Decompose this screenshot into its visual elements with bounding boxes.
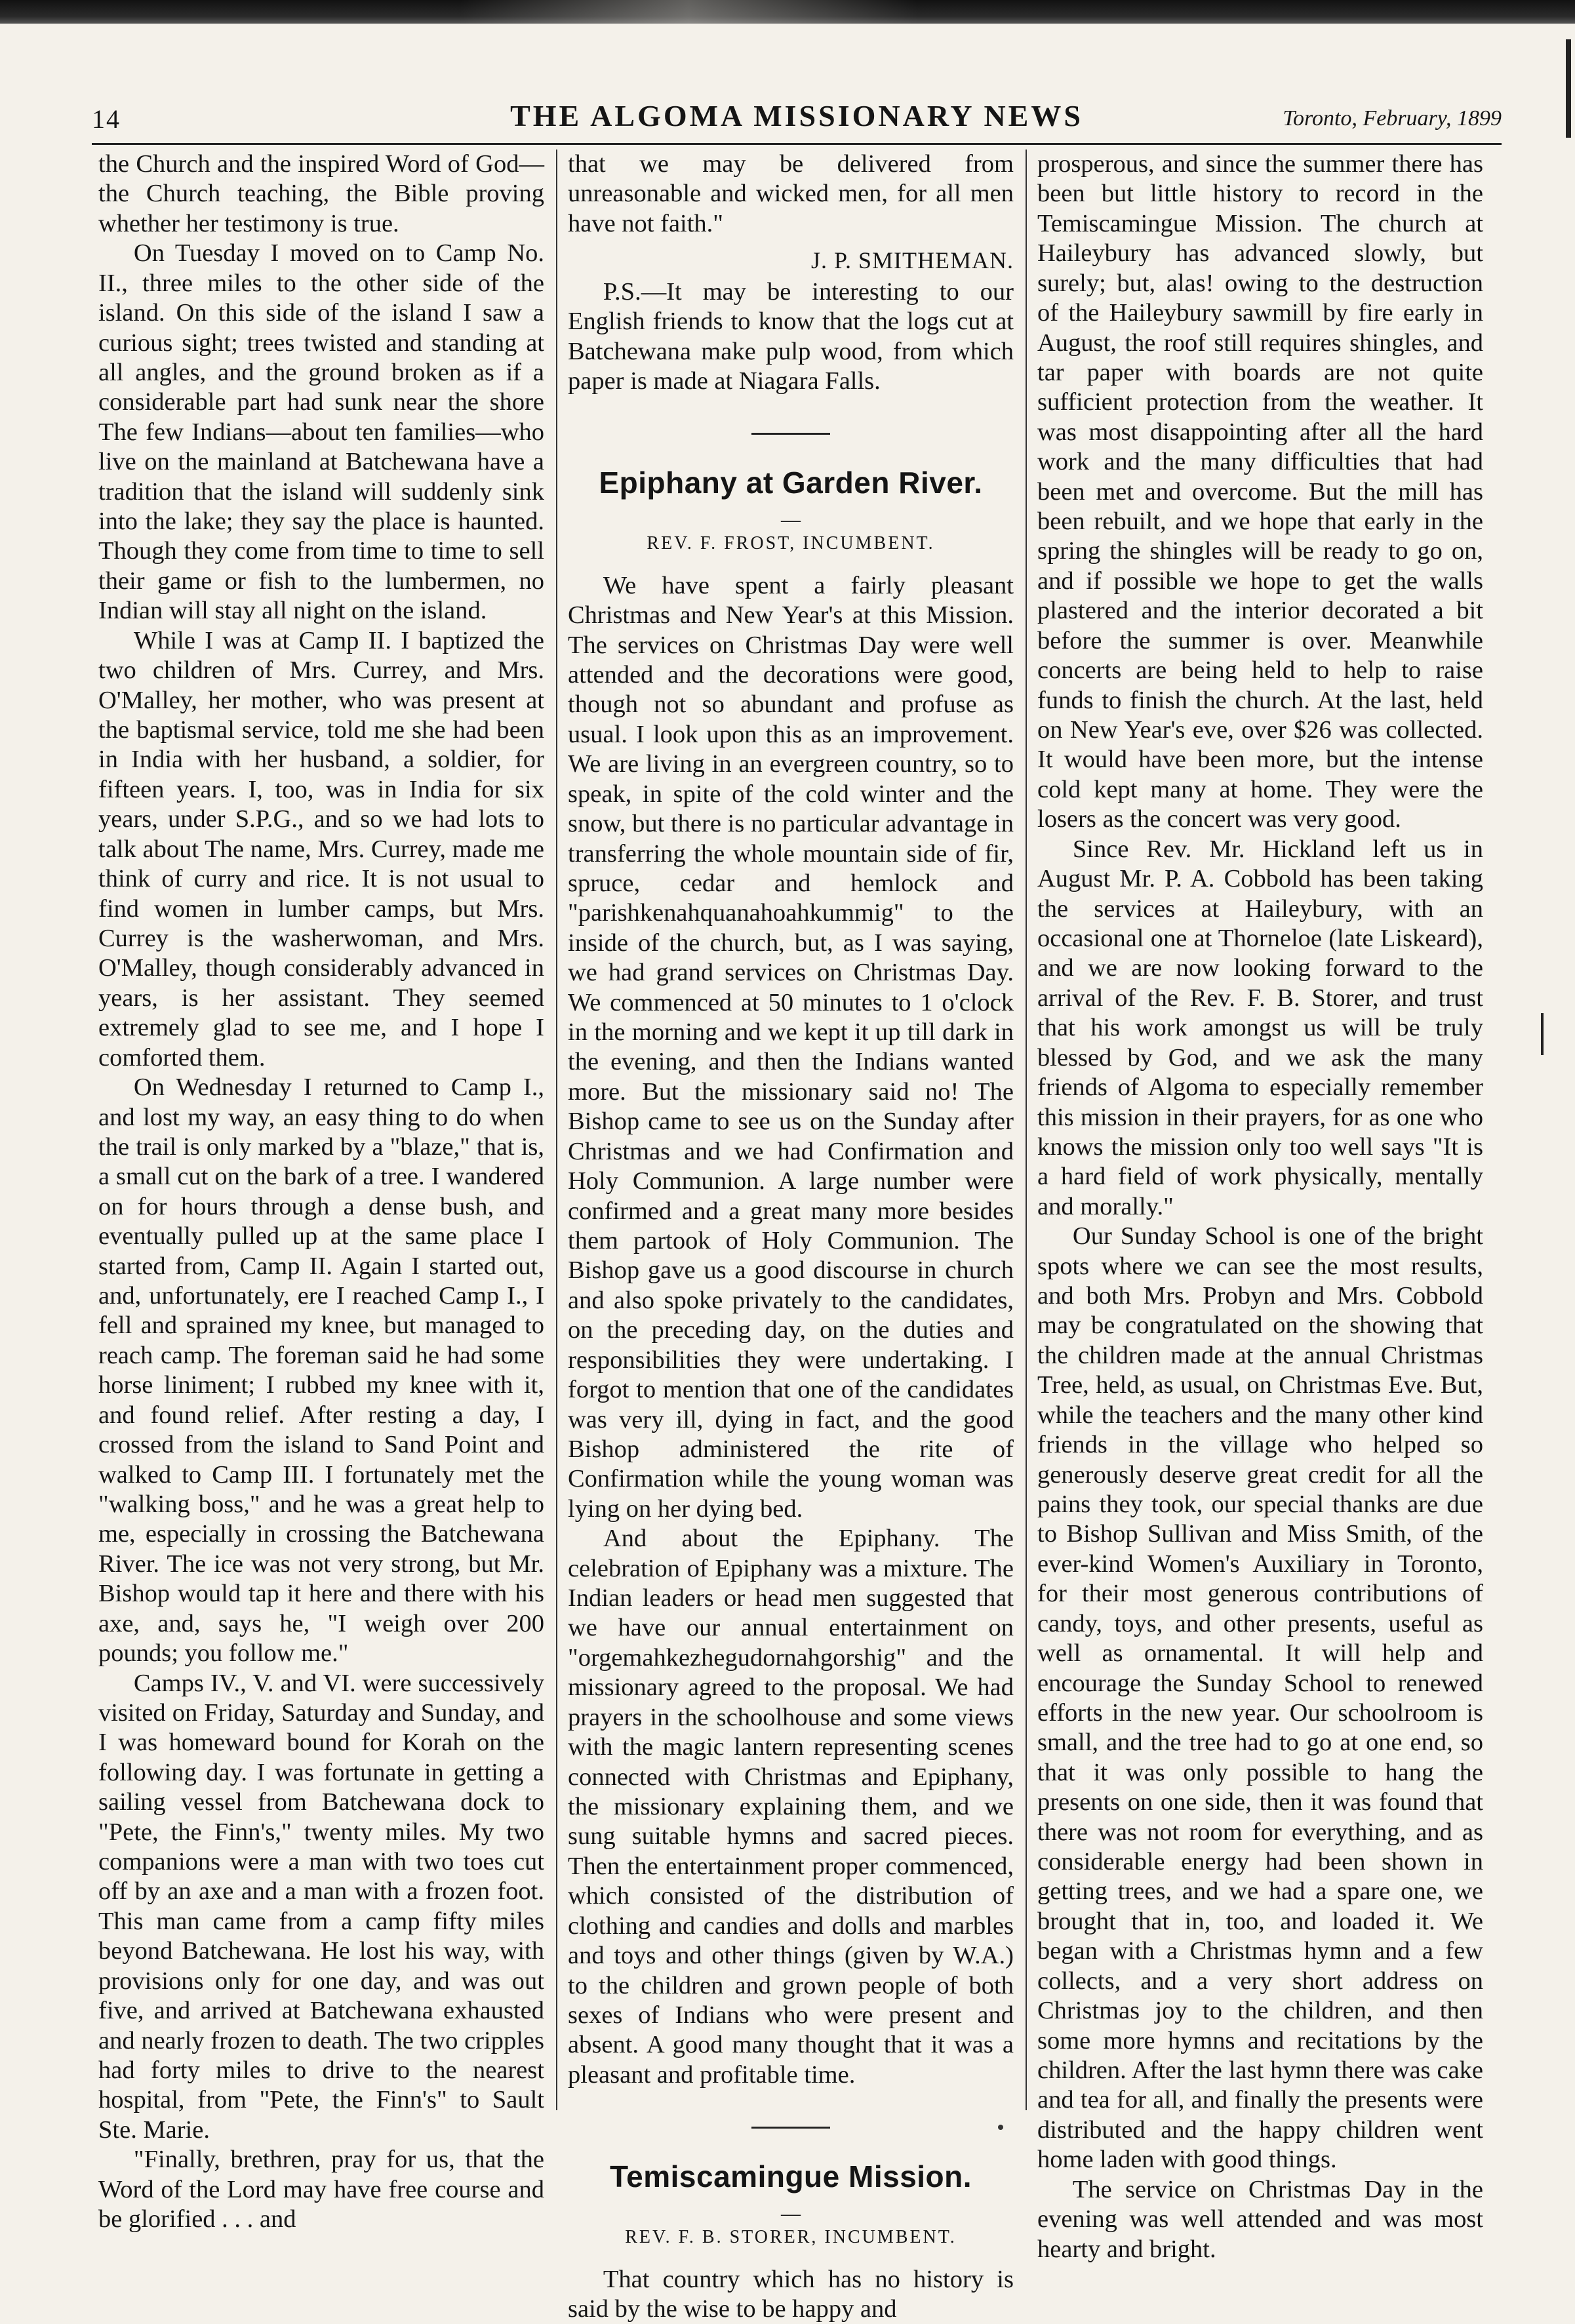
- dateline: Toronto, February, 1899: [1283, 106, 1502, 130]
- paragraph: prosperous, and since the summer there has been but little history to record in the Temiscamingue Mission. The church at Haileybury has advanced slowly, but surely; but, alas! owing to the destruction of the Haileybury sawmill by fire early in August, the roof still requires shingles, and tar paper with boards are not quite sufficient protection from the weather. It was most disappointing after all the hard work and the many difficulties that had been met and overcome. But the mill has been rebuilt, and we hope that early in the spring the shingles will be ready to go on, and if possible we hope to get the walls plastered and the interior decorated a bit before the summer is over. Meanwhile concerts are being held to help to raise funds to finish the church. At the last, held on New Year's eve, over $26 was collected. It would have been more, but the intense cold kept many at home. They were the losers as the concert was very good.: [1037, 150, 1483, 833]
- paragraph: that we may be delivered from unreasonable and wicked men, for all men have not faith.": [568, 150, 1014, 237]
- paragraph: Camps IV., V. and VI. were successively visited on Friday, Saturday and Sunday, and I was homeward bound for Korah on the following day. I was fortunate in getting a sailing vessel from Batchewana dock to "Pete, the Finn's," twenty miles. My two companions were a man with two toes cut off by an axe and a man with a frozen foot. This man came from a camp fifty miles beyond Batchewana. He lost his way, with provisions only for one day, and was out five, and arrived at Batchewana exhausted and nearly frozen to death. The two cripples had forty miles to drive to the nearest hospital, from "Pete, the Finn's" to Sault Ste. Marie.: [98, 1669, 544, 2144]
- postscript: P.S.—It may be interesting to our English friends to know that the logs cut at Batchewana make pulp wood, from which paper is made at Niagara Falls.: [568, 277, 1014, 395]
- section-dash: —: [781, 508, 801, 531]
- incumbent-line: REV. F. FROST, INCUMBENT.: [647, 532, 935, 553]
- section-title: Epiphany at Garden River.: [599, 466, 983, 500]
- paragraph: And about the Epiphany. The celebration of Epiphany was a mixture. The Indian leaders or head men suggested that we have our annual entertainment on "orgemahkezhegudornahgorshig" and the missionary agreed to the proposal. We had prayers in the schoolhouse and some views with the magic lantern representing scenes connected with Christmas and Epiphany, the missionary explaining them, and we sung suitable hymns and sacred pieces. Then the entertainment proper commenced, which consisted of the distribution of clothing and candies and dolls and marbles and toys and other things (given by W.A.) to the children and grown people of both sexes of Indians who were present and absent. A good many thought that it was a pleasant and profitable time.: [568, 1525, 1014, 2089]
- scan-speck: [998, 2125, 1003, 2130]
- paragraph: Our Sunday School is one of the bright spots where we can see the most results, and both Mrs. Probyn and Mrs. Cobbold may be congratulated on the showing that the children made at the annual Christmas Tree, held, as usual, on Christmas Eve. But, while the teachers and the many other kind friends in the village who helped so generously deserve great credit for all the pains they took, our special thanks are due to Bishop Sullivan and Miss Smith, of the ever-kind Women's Auxiliary in Toronto, for their most generous contributions of candy, toys, and other presents, useful as well as ornamental. It will help and encourage the Sunday School to renewed efforts in the new year. Our schoolroom is small, and the tree had to go at one end, so that it was only possible to hang the presents on one side, then it was found that there was not room for everything, and as considerable energy had been shown in getting trees, and we had a spare one, we brought that in, too, and loaded it. We began with a Christmas hymn and a few collects, and a very short address on Christmas joy to the children, and then some more hymns and recitations by the children. After the last hymn there was cake and tea for all, and finally the presents were distributed and the happy children went home laden with good things.: [1037, 1222, 1483, 2174]
- section-dash: —: [781, 2202, 801, 2224]
- header-rule: [92, 143, 1502, 145]
- column-1: [98, 150, 544, 2234]
- column-divider: [556, 150, 557, 2110]
- column-3: [1037, 150, 1483, 2263]
- column-divider: [1026, 150, 1027, 2110]
- scan-margin-mark: [1541, 1013, 1544, 1055]
- signature: J. P. SMITHEMAN.: [810, 247, 1014, 274]
- section-rule: [751, 433, 830, 435]
- scan-margin-mark: [1566, 39, 1571, 138]
- page-number: 14: [92, 104, 121, 134]
- paragraph: "Finally, brethren, pray for us, that the Word of the Lord may have free course and be glorified . . . and: [98, 2146, 544, 2234]
- page-header: [92, 92, 1502, 138]
- incumbent-line: REV. F. B. STORER, INCUMBENT.: [625, 2226, 957, 2247]
- paragraph: The service on Christmas Day in the evening was well attended and was most hearty and bright.: [1037, 2175, 1483, 2263]
- paragraph: While I was at Camp II. I baptized the two children of Mrs. Currey, and Mrs. O'Malley, her mother, who was present at the baptismal service, told me she had been in India with her husband, a soldier, for fifteen years. I, too, was in India for six years, under S.P.G., and so we had lots to talk about The name, Mrs. Currey, made me think of curry and rice. It is not usual to find women in lumber camps, but Mrs. Currey is the washerwoman, and Mrs. O'Malley, though considerably advanced in years, is her assistant. They seemed extremely glad to see me, and I hope I comforted them.: [98, 626, 544, 1072]
- section-title: Temiscamingue Mission.: [609, 2159, 972, 2194]
- paragraph: We have spent a fairly pleasant Christmas and New Year's at this Mission. The services on Christmas Day were well attended and the decorations were good, though not so abundant and profuse as usual. I look upon this as an improvement. We are living in an evergreen country, so to speak, in spite of the cold winter and the snow, but there is no particular advantage in transferring the whole mountain side of fir, spruce, cedar and hemlock and "parishkenahquanahoahkummig" to the inside of the church, but, as I was saying, we had grand services on Christmas Day. We commenced at 50 minutes to 1 o'clock in the morning and we kept it up till dark in the evening, and then the Indians wanted more. But the missionary said no! The Bishop came to see us on the Sunday after Christmas and we had Confirmation and Holy Communion. A large number were confirmed and a great many more besides them partook of Holy Communion. The Bishop gave us a good discourse in church and also spoke privately to the candidates, on the preceding day, on the duties and responsibilities they were undertaking. I forgot to mention that one of the candidates was very ill, dying in fact, and the good Bishop administered the rite of Confirmation while the young woman was lying on her dying bed.: [568, 571, 1014, 1523]
- scan-edge-fade: [459, 0, 918, 24]
- journal-title: THE ALGOMA MISSIONARY NEWS: [510, 99, 1083, 132]
- paragraph: the Church and the inspired Word of God—the Church teaching, the Bible proving whether her testimony is true.: [98, 150, 544, 237]
- paragraph: On Wednesday I returned to Camp I., and lost my way, an easy thing to do when the trail is only marked by a "blaze," that is, a small cut on the bark of a tree. I wandered on for hours through a dense bush, and eventually pulled up at the same place I started from, Camp II. Again I started out, and, unfortunately, ere I reached Camp I., I fell and sprained my knee, but managed to reach camp. The foreman said he had some horse liniment; I rubbed my knee with it, and found relief. After resting a day, I crossed from the island to Sand Point and walked to Camp III. I fortunately met the "walking boss," and he was a great help to me, especially in crossing the Batchewana River. The ice was not very strong, but Mr. Bishop would tap it here and there with his axe, and, says he, "I weigh over 200 pounds; you follow me.": [98, 1073, 544, 1668]
- paragraph: Since Rev. Mr. Hickland left us in August Mr. P. A. Cobbold has been taking the services at Haileybury, with an occasional one at Thorneloe (late Liskeard), and we are now looking forward to the arrival of the Rev. F. B. Storer, and trust that his work amongst us will be truly blessed by God, and we ask the many friends of Algoma to especially remember this mission in their prayers, for as one who knows the mission only too well says "It is a hard field of work physically, mentally and morally.": [1037, 835, 1483, 1220]
- section-rule: [751, 2127, 830, 2129]
- paragraph: That country which has no history is said by the wise to be happy and: [568, 2265, 1014, 2323]
- column-2: [568, 150, 1014, 2323]
- paragraph: On Tuesday I moved on to Camp No. II., three miles to the other side of the island. On this side of the island I saw a curious sight; trees twisted and standing at all angles, and the ground broken as if a considerable part had sunk near the shore The few Indians—about ten families—who live on the mainland at Batchewana have a tradition that the island will suddenly sink into the lake; they say the place is haunted. Though they come from time to time to sell their game or fish to the lumbermen, no Indian will stay all night on the island.: [98, 239, 544, 625]
